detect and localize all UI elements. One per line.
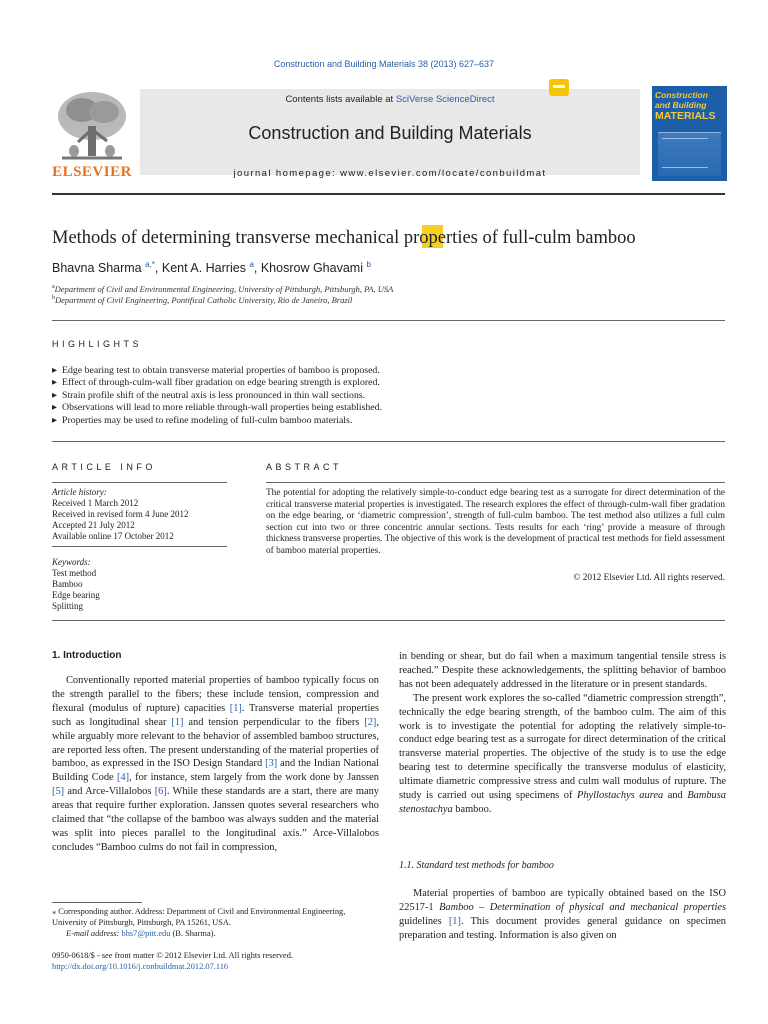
- affiliation-mark: b: [52, 295, 55, 302]
- author-name[interactable]: Kent A. Harries: [161, 261, 246, 276]
- footnote-email-line: [52, 929, 382, 940]
- tree-icon: [52, 86, 132, 166]
- cover-artwork-lines: [662, 138, 708, 168]
- corresponding-author-footnote: [52, 907, 382, 939]
- author-name[interactable]: Bhavna Sharma: [52, 261, 142, 276]
- footnote-text: [52, 907, 382, 929]
- issn-line: 0950-0618/$ - see front matter © 2012 Elsevier Ltd. All rights reserved.: [52, 951, 294, 960]
- citation-link[interactable]: [2]: [364, 716, 377, 728]
- article-info-divider: [52, 482, 227, 483]
- text-run: Material properties of bamboo are typically obtained based on the ISO 22517-1: [399, 888, 726, 913]
- text-run: , for instance, stem largely from the work done by Janssen: [129, 772, 379, 784]
- keywords-label: Keywords:: [52, 557, 91, 567]
- affiliation-divider: [52, 320, 725, 321]
- author-separator: ,: [253, 261, 261, 276]
- text-run: , while arguably more relevant to the behavior of assembled bamboo structures, are reported less often. The present understanding of the material properties of bamboo, as expressed in the ISO Design Standard: [52, 716, 380, 770]
- affiliation-text: Department of Civil Engineering, Pontifical Catholic University, Rio de Janeiro, Brazil: [55, 295, 353, 305]
- cover-title-line1: Construction: [655, 90, 708, 100]
- history-item: Accepted 21 July 2012: [52, 520, 135, 530]
- header-divider: [52, 193, 725, 195]
- elsevier-tree-logo: [52, 86, 132, 181]
- author-affil-mark[interactable]: a,*: [145, 260, 155, 269]
- keywords-divider: [52, 546, 227, 547]
- abstract-heading: ABSTRACT: [266, 462, 343, 472]
- journal-title: Construction and Building Materials: [248, 123, 532, 143]
- history-item: Received 1 March 2012: [52, 498, 139, 508]
- species-name: Phyllostachys aurea: [577, 790, 664, 802]
- article-info-heading: ARTICLE INFO: [52, 462, 156, 472]
- history-label: Article history:: [52, 487, 107, 497]
- article-history: [52, 487, 188, 542]
- highlight-item: ▶ Properties may be used to refine modeling of full-culm bamboo materials.: [52, 415, 725, 427]
- author-affil-mark[interactable]: b: [366, 260, 371, 269]
- section-heading-introduction: 1. Introduction: [52, 650, 122, 661]
- highlights-divider: [52, 441, 725, 442]
- email-link[interactable]: bhs7@pitt.edu: [121, 928, 171, 938]
- standard-title: Bamboo – Determination of physical and mechanical properties: [439, 901, 726, 913]
- citation-link[interactable]: [3]: [265, 758, 278, 770]
- keyword-item: Edge bearing: [52, 590, 100, 600]
- homepage-link[interactable]: www.elsevier.com/locate/conbuildmat: [340, 168, 547, 179]
- highlight-item: ▶ Observations will lead to more reliable through-wall properties being established.: [52, 402, 725, 414]
- text-run: and the Indian National Building Code: [52, 758, 379, 784]
- affiliation-mark: a: [52, 284, 55, 291]
- keyword-item: Bamboo: [52, 579, 83, 589]
- highlight-item: ▶ Edge bearing test to obtain transverse material properties of bamboo is proposed.: [52, 365, 725, 377]
- keywords-block: [52, 557, 100, 612]
- text-run: The present work explores the so-called “diametric compression strength”, technically the edge bearing strength, of the bamboo culm. The aim of this work is to investigate the potential for adopting the relatively simple-to-conduct edge bearing test as a surrogate for direct determination of the critical transverse material properties. The objective of the study is to use the edge bearing test to determine specifically the transverse modulus of elasticity, ultimate diametric compressive stress and culm wall modulus of rupture. The study is carried out using specimens of: [399, 692, 726, 802]
- citation-link[interactable]: [1]: [229, 702, 242, 714]
- highlight-item: ▶ Effect of through-culm-wall fiber gradation on edge bearing strength is explored.: [52, 377, 725, 389]
- intro-paragraph-4: [399, 887, 726, 943]
- text-run: . This document provides general guidance on specimen preparation and testing. Information is also given on: [399, 915, 726, 941]
- citation-link[interactable]: [4]: [117, 772, 130, 784]
- author-name[interactable]: Khosrow Ghavami: [260, 261, 363, 276]
- annotation-note-icon[interactable]: [549, 79, 569, 96]
- text-run: bamboo.: [452, 803, 492, 815]
- abstract-copyright: © 2012 Elsevier Ltd. All rights reserved.: [573, 573, 725, 583]
- highlights-list: [52, 365, 725, 427]
- intro-paragraph-2: in bending or shear, but do fail when a maximum tangential tensile stress is reached.” Despite these acknowledgements, the splitting behavior of bamboo has not been adequately addressed in the literature or in present standards.: [399, 651, 726, 690]
- email-label: E-mail address:: [66, 928, 120, 938]
- citation-link[interactable]: [6]: [154, 786, 167, 798]
- publisher-logo-text: ELSEVIER: [52, 164, 132, 180]
- abstract-divider: [266, 482, 725, 483]
- text-run: . While these standards are a start, there are many areas that require further exploration. Janssen quotes several researchers who claimed that “the collapse of the bamboo was always sudden and the material was split into pieces parallel to the longitudinal axis.” Arce-Villalobos concludes “Bamboo culms do not fail in compression,: [52, 786, 379, 853]
- keyword-item: Test method: [52, 568, 97, 578]
- affiliation-a: [52, 284, 393, 294]
- page-footer: [52, 950, 382, 972]
- citation-link[interactable]: [5]: [52, 786, 65, 798]
- article-title: Methods of determining transverse mechanical properties of full-culm bamboo: [52, 228, 636, 248]
- abstract-text: The potential for adopting the relatively simple-to-conduct edge bearing test as a surrogate for direct determination of the critical transverse material properties is investigated. The research explores the effect of through-culm-wall fiber gradation on the edge bearing, or ‘diametric compression’, strength of full-culm bamboo. The test method also utilizes a full culm section cut into two or three concentric annular sections. Tests results for each ‘ring’ provide a measure of through thickness transverse properties. The objective of this work is the development of practical test methods for field assessment of bamboo material properties.: [266, 488, 725, 556]
- history-item: Received in revised form 4 June 2012: [52, 509, 189, 519]
- text-run: guidelines: [399, 915, 449, 927]
- cover-title-line2: and Building: [655, 100, 707, 110]
- contents-prefix: Contents lists available at: [285, 94, 396, 105]
- text-run: and: [663, 790, 688, 802]
- author-affil-mark[interactable]: a: [249, 260, 254, 269]
- subsection-heading: 1.1. Standard test methods for bamboo: [399, 860, 554, 871]
- highlight-item: ▶ Strain profile shift of the neutral axis is less pronounced in thin wall sections.: [52, 390, 725, 402]
- journal-citation[interactable]: Construction and Building Materials 38 (2013) 627–637: [273, 59, 495, 69]
- history-item: Available online 17 October 2012: [52, 531, 174, 541]
- masthead: [52, 86, 727, 181]
- left-column-text: [52, 674, 379, 855]
- affiliation-b: [52, 295, 352, 305]
- citation-link[interactable]: [1]: [448, 915, 461, 927]
- citation-link[interactable]: [1]: [171, 716, 184, 728]
- email-suffix: (B. Sharma).: [170, 928, 216, 938]
- affiliation-text: Department of Civil and Environmental Engineering, University of Pittsburgh, Pittsburgh, PA, USA: [54, 284, 394, 294]
- author-list: [52, 260, 371, 275]
- intro-paragraph-1: [52, 674, 379, 855]
- text-run: and Arce-Villalobos: [64, 786, 155, 798]
- journal-header-box: [140, 89, 640, 179]
- doi-link[interactable]: http://dx.doi.org/10.1016/j.conbuildmat.2012.07.116: [52, 962, 229, 971]
- sciverse-link[interactable]: SciVerse ScienceDirect: [395, 94, 495, 105]
- footnote-body: Corresponding author. Address: Department of Civil and Environmental Engineering, University of Pittsburgh, Pittsburgh, PA 15261, USA.: [52, 907, 346, 927]
- intro-paragraph-3: [399, 692, 726, 817]
- text-run: and tension perpendicular to the fibers: [183, 716, 365, 728]
- right-column-text-continued: [399, 887, 726, 943]
- right-column-text: [399, 650, 726, 817]
- author-separator: ,: [154, 261, 162, 276]
- journal-cover-thumbnail[interactable]: [652, 86, 727, 181]
- species-name: Bambusa stenostachya: [399, 790, 726, 815]
- homepage-prefix: journal homepage:: [233, 168, 341, 179]
- abstract-bottom-divider: [52, 620, 725, 621]
- journal-homepage: [140, 168, 640, 179]
- footnote-divider: [52, 902, 142, 903]
- cover-title-line3: MATERIALS: [655, 110, 716, 122]
- text-run: Conventionally reported material properties of bamboo typically focus on the strength parallel to the fibers; these include tension, compression and flexural (modulus of rupture) capacities: [52, 675, 379, 714]
- keyword-item: Splitting: [52, 601, 84, 611]
- text-run: . Transverse material properties such as longitudinal shear: [52, 702, 379, 728]
- highlights-heading: HIGHLIGHTS: [52, 339, 143, 349]
- footnote-mark: ⁎: [52, 907, 57, 916]
